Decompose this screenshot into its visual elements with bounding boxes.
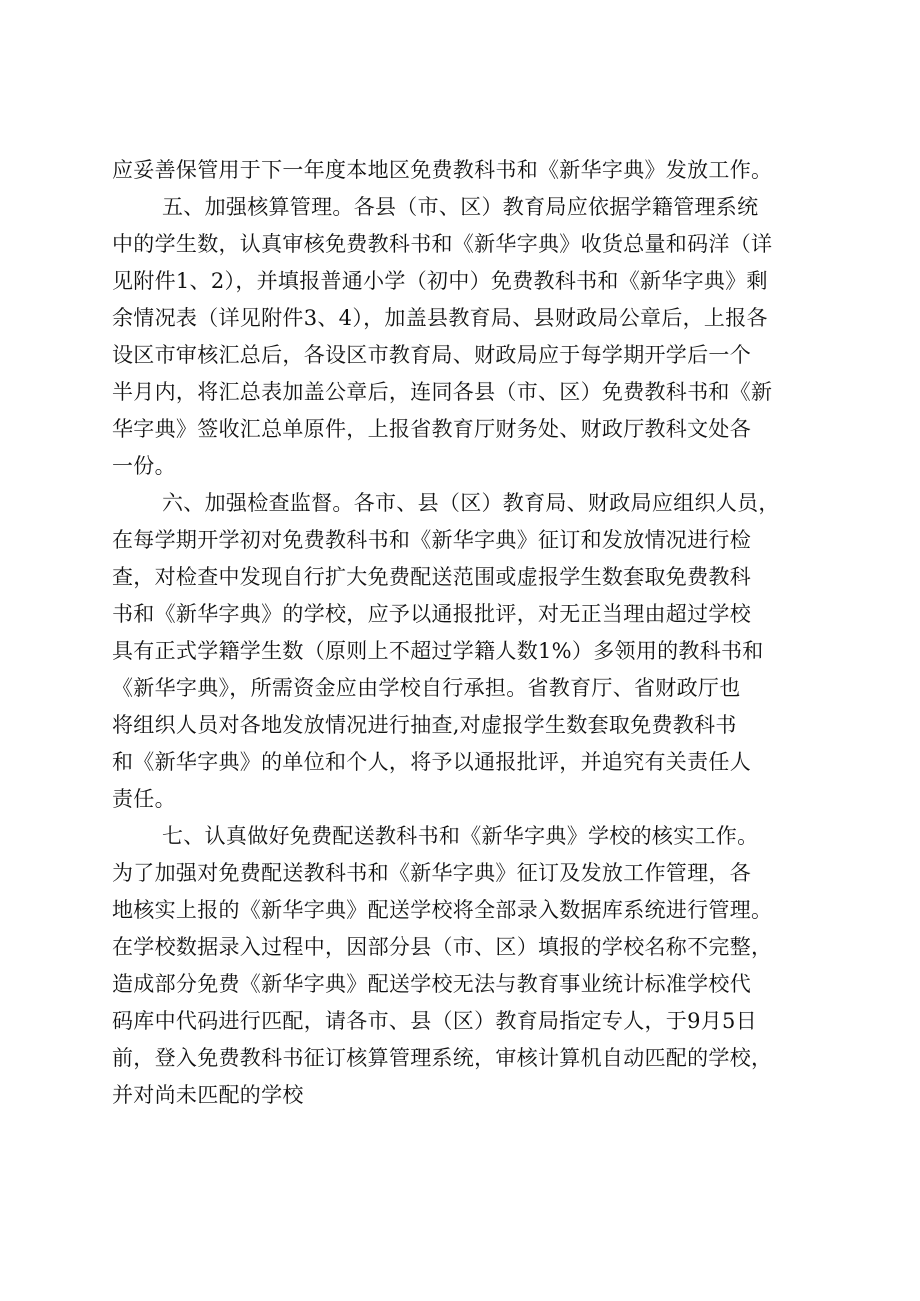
text-line: 中的学生数，认真审核免费教科书和《新华字典》收货总量和码洋（详 (112, 232, 773, 256)
text-line: 地核实上报的《新华字典》配送学校将全部录入数据库系统进行管理。 (112, 898, 773, 922)
text-line: 具有正式学籍学生数（原则上不超过学籍人数1%）多领用的教科书和 (112, 639, 764, 663)
text-line: 一份。 (112, 454, 176, 478)
text-line: 前，登入免费教科书征订核算管理系统，审核计算机自动匹配的学校， (112, 1046, 773, 1070)
text-line: 书和《新华字典》的学校，应予以通报批评，对无正当理由超过学校 (112, 602, 751, 626)
text-line: 华字典》签收汇总单原件，上报省教育厅财务处、财政厅教科文处各 (112, 417, 751, 441)
text-line: 将组织人员对各地发放情况进行抽查,对虚报学生数套取免费教科书 (112, 713, 737, 737)
text-line: 责任。 (112, 787, 176, 811)
section-seven-heading-line: 七、认真做好免费配送教科书和《新华字典》学校的核实工作。 (162, 824, 759, 848)
text-line: 和《新华字典》的单位和个人，将予以通报批评，并追究有关责任人 (112, 750, 751, 774)
text-line: 半月内，将汇总表加盖公章后，连同各县（市、区）免费教科书和《新 (112, 380, 773, 404)
text-line: 应妥善保管用于下一年度本地区免费教科书和《新华字典》发放工作。 (112, 158, 773, 182)
section-five-heading-line: 五、加强核算管理。各县（市、区）教育局应依据学籍管理系统 (162, 195, 759, 219)
text-line: 在学校数据录入过程中，因部分县（市、区）填报的学校名称不完整， (112, 935, 773, 959)
text-line: 《新华字典》，所需资金应由学校自行承担。省教育厅、省财政厅也 (112, 676, 741, 700)
text-line: 并对尚未匹配的学校 (112, 1083, 304, 1107)
text-line: 设区市审核汇总后，各设区市教育局、财政局应于每学期开学后一个 (112, 343, 751, 367)
text-line: 在每学期开学初对免费教科书和《新华字典》征订和发放情况进行检 (112, 528, 751, 552)
text-line: 余情况表（详见附件3、4），加盖县教育局、县财政局公章后，上报各 (112, 306, 768, 330)
text-line: 见附件1、2），并填报普通小学（初中）免费教科书和《新华字典》剩 (112, 269, 768, 293)
text-line: 造成部分免费《新华字典》配送学校无法与教育事业统计标准学校代 (112, 972, 751, 996)
text-line: 码库中代码进行匹配，请各市、县（区）教育局指定专人，于9月5日 (112, 1009, 758, 1033)
text-line: 为了加强对免费配送教科书和《新华字典》征订及发放工作管理，各 (112, 861, 751, 885)
section-six-heading-line: 六、加强检查监督。各市、县（区）教育局、财政局应组织人员， (162, 491, 780, 515)
text-line: 查，对检查中发现自行扩大免费配送范围或虚报学生数套取免费教科 (112, 565, 751, 589)
